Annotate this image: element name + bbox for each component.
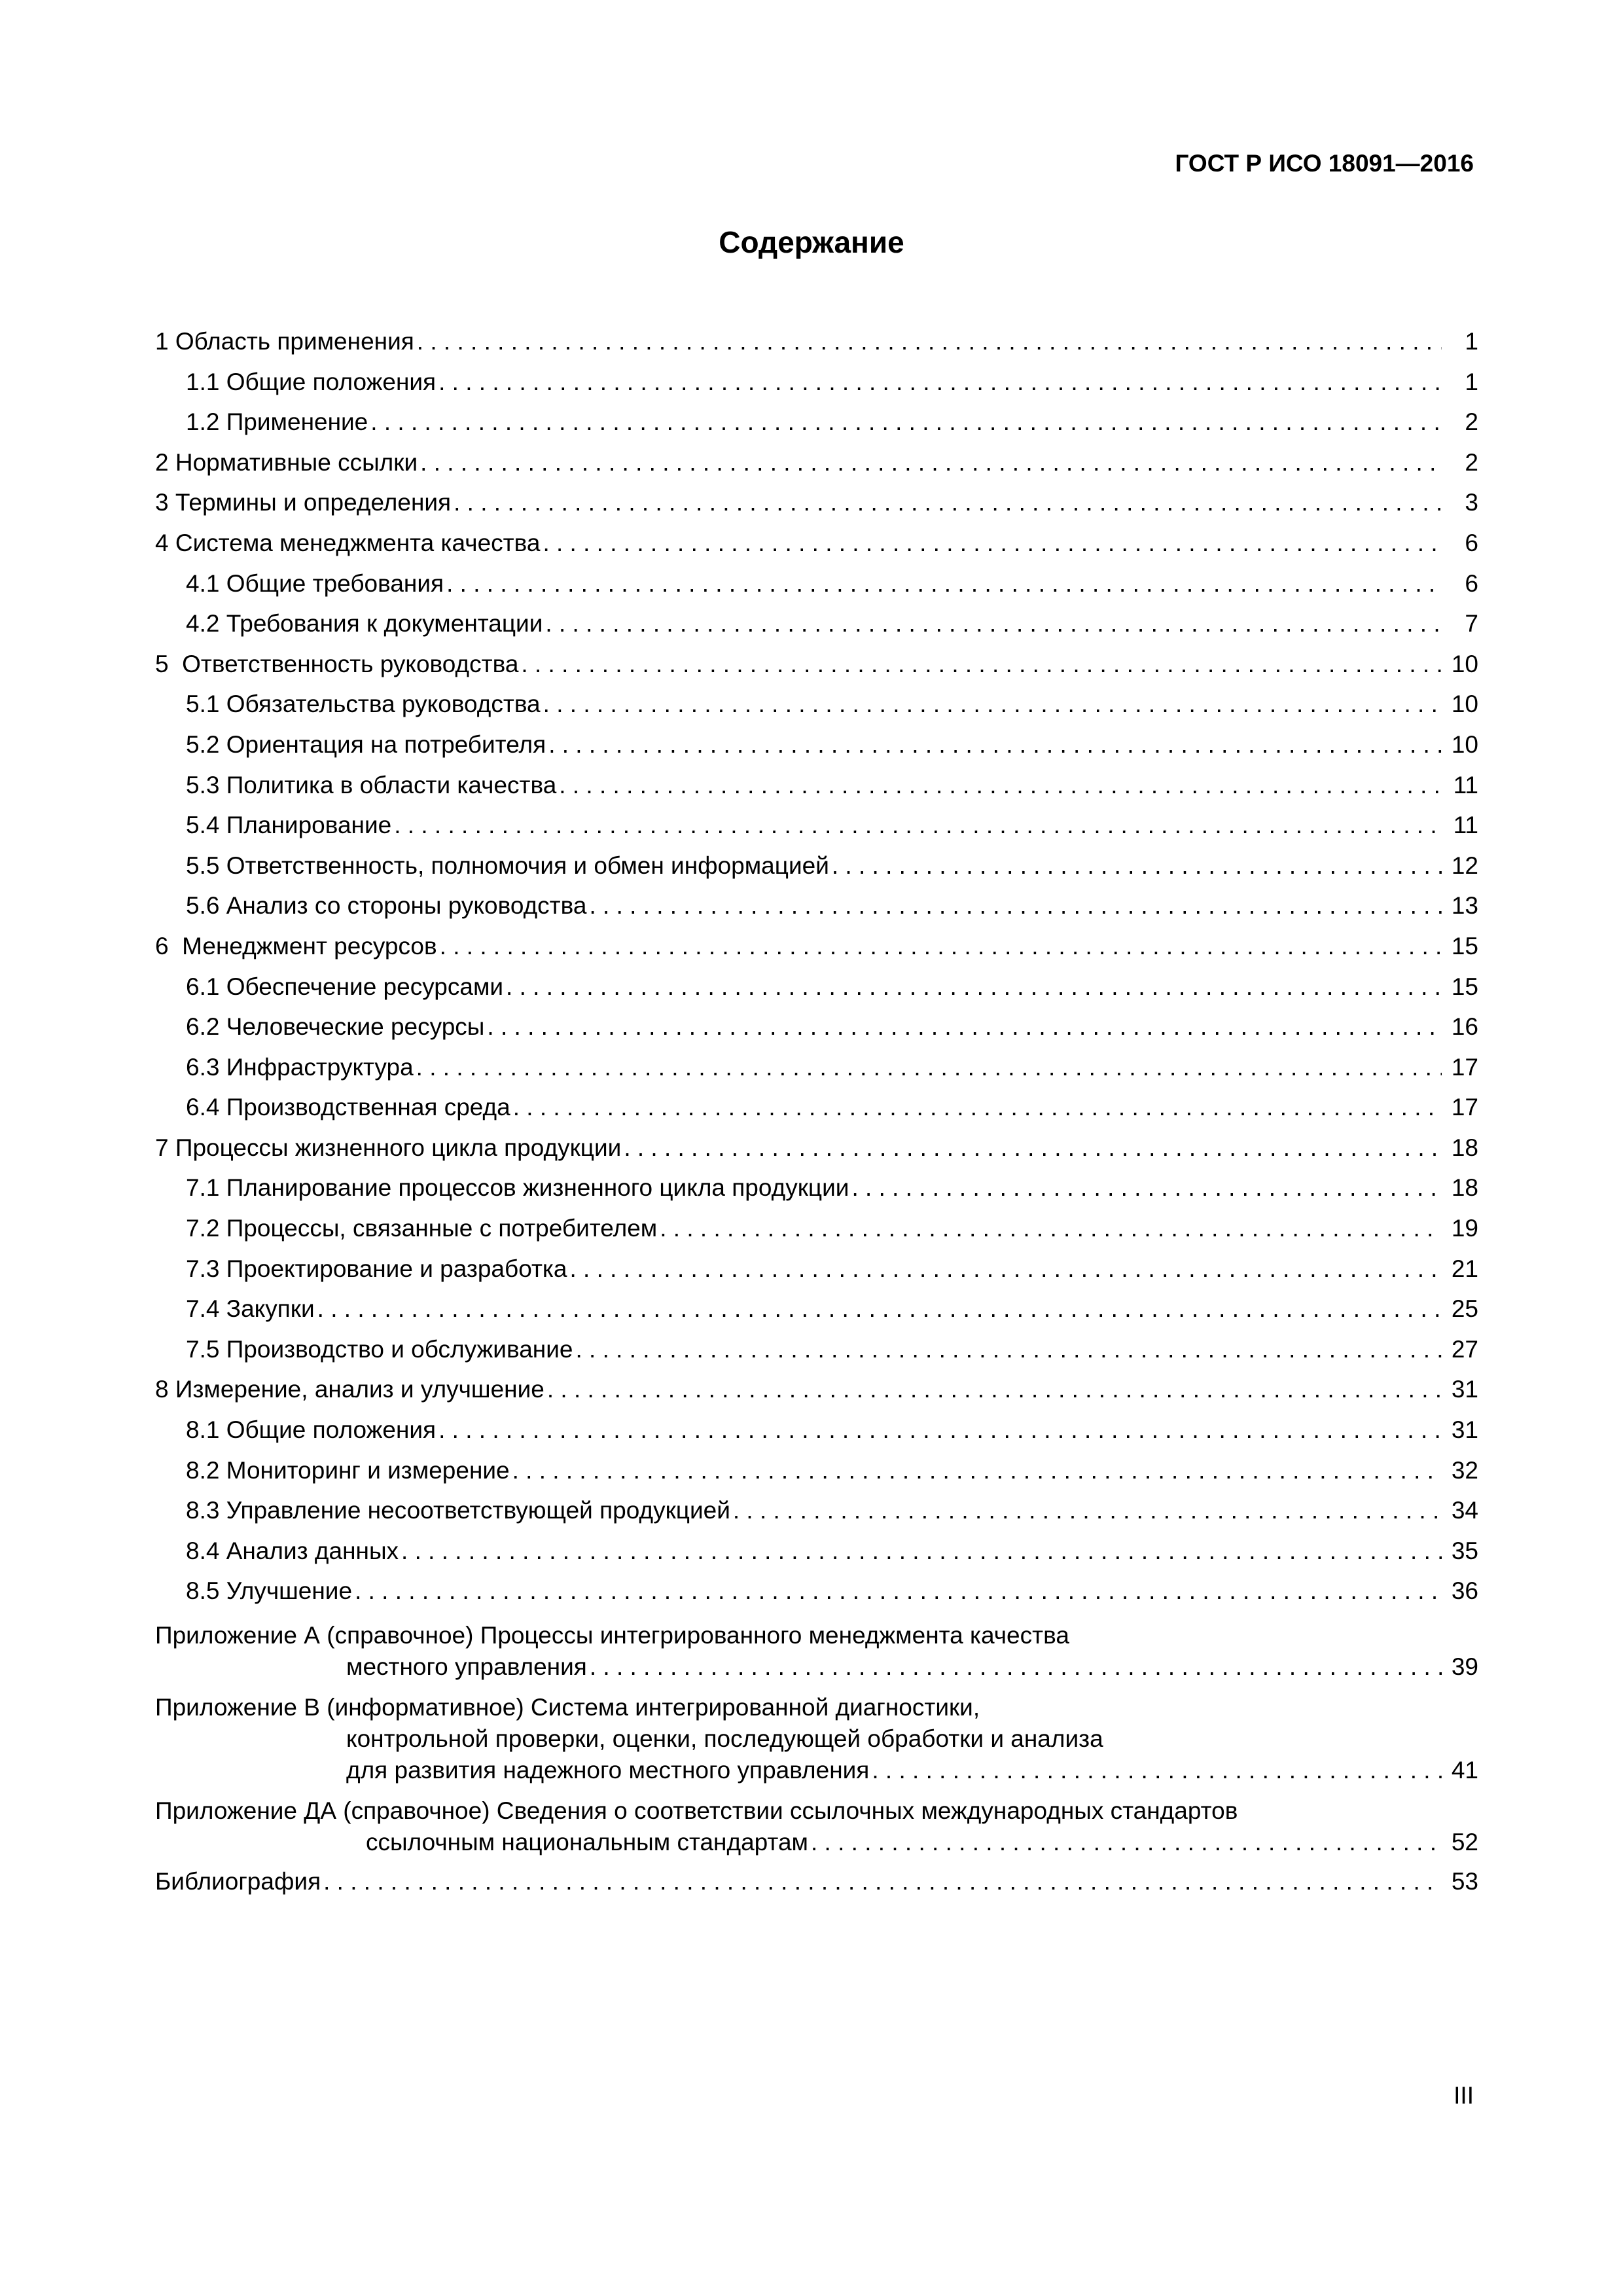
toc-entry-page: 7 (1465, 610, 1478, 637)
toc-entry-page: 31 (1451, 1416, 1478, 1444)
dot-leader (559, 771, 1442, 800)
dot-leader (394, 811, 1442, 840)
toc-entry-label: 1.2 Применение (186, 408, 368, 436)
dot-leader (438, 368, 1442, 397)
toc-entry[interactable] (155, 1537, 1478, 1577)
dot-leader (589, 891, 1442, 920)
dot-leader (569, 1255, 1442, 1283)
toc-entry-label: 7.2 Процессы, связанные с потребителем (186, 1215, 658, 1242)
toc-entry-label: 5.4 Планирование (186, 812, 392, 839)
toc-entry-page: 12 (1451, 852, 1478, 879)
toc-entry[interactable] (155, 1375, 1478, 1416)
table-of-contents (155, 327, 1478, 1908)
toc-entry-label: 6.3 Инфраструктура (186, 1053, 414, 1081)
toc-entry-page: 15 (1451, 932, 1478, 960)
dot-leader (506, 973, 1442, 1001)
toc-annex-da[interactable] (155, 1795, 1478, 1858)
toc-entry-label: 8.1 Общие положения (186, 1416, 437, 1444)
toc-entry-label: 6.2 Человеческие ресурсы (186, 1013, 485, 1041)
toc-entry-page: 35 (1451, 1537, 1478, 1564)
toc-entry[interactable] (155, 650, 1478, 691)
toc-entry[interactable] (155, 690, 1478, 730)
toc-entry-page: 41 (1451, 1757, 1478, 1784)
toc-entry-label: 5.1 Обязательства руководства (186, 691, 541, 718)
toc-entry[interactable] (155, 891, 1478, 932)
dot-leader (872, 1755, 1442, 1786)
toc-entry-label: 6 Менеджмент ресурсов (155, 932, 437, 960)
toc-entry-label: 5.5 Ответственность, полномочия и обмен информацией (186, 852, 829, 879)
toc-entry[interactable] (155, 609, 1478, 650)
dot-leader (454, 488, 1442, 517)
toc-entry-label: 7 Процессы жизненного цикла продукции (155, 1134, 622, 1161)
toc-entry-page: 19 (1451, 1215, 1478, 1242)
dot-leader (660, 1214, 1442, 1243)
page-number: III (1454, 2082, 1474, 2109)
dot-leader (417, 327, 1442, 356)
toc-entry-label: 7.4 Закупки (186, 1295, 315, 1323)
dot-leader (438, 1416, 1442, 1444)
page-title: Содержание (719, 225, 904, 259)
dot-leader (513, 1093, 1442, 1122)
toc-entry-page: 11 (1453, 771, 1478, 798)
toc-entry-page: 11 (1453, 812, 1478, 839)
toc-entry[interactable] (155, 1255, 1478, 1295)
toc-entry[interactable] (155, 488, 1478, 529)
toc-entry[interactable] (155, 1093, 1478, 1134)
toc-entry[interactable] (155, 1013, 1478, 1053)
annex-title-line: Приложение А (справочное) Процессы интегрированного менеджмента качества (155, 1622, 1069, 1649)
toc-entry-page: 25 (1451, 1295, 1478, 1323)
toc-entry-label: 6.4 Производственная среда (186, 1094, 510, 1121)
toc-entry-page: 21 (1451, 1255, 1478, 1282)
toc-entry-page: 53 (1451, 1868, 1478, 1895)
toc-entry[interactable] (155, 368, 1478, 408)
toc-entry-page: 32 (1451, 1456, 1478, 1484)
toc-entry[interactable] (155, 932, 1478, 973)
dot-leader (521, 650, 1442, 679)
toc-entry-page: 18 (1451, 1134, 1478, 1161)
dot-leader (543, 529, 1442, 558)
toc-entry-page: 2 (1465, 408, 1478, 436)
toc-entry-label: 7.5 Производство и обслуживание (186, 1335, 573, 1363)
toc-entry-page: 31 (1451, 1376, 1478, 1403)
dot-leader (545, 609, 1442, 638)
annex-title-line: Приложение ДА (справочное) Сведения о соответствии ссылочных международных стандартов (155, 1797, 1238, 1824)
toc-entry-label: 7.3 Проектирование и разработка (186, 1255, 567, 1282)
toc-entry-label: 5.3 Политика в области качества (186, 771, 557, 798)
toc-entry-page: 16 (1451, 1013, 1478, 1041)
toc-entry-page: 52 (1451, 1829, 1478, 1856)
toc-entry[interactable] (155, 1053, 1478, 1094)
dot-leader (851, 1174, 1442, 1202)
toc-entry-page: 36 (1451, 1577, 1478, 1605)
dot-leader (420, 448, 1442, 477)
dot-leader (512, 1456, 1442, 1485)
dot-leader (590, 1651, 1442, 1683)
toc-entry-page: 17 (1451, 1053, 1478, 1081)
toc-annex-b[interactable] (155, 1692, 1478, 1786)
toc-entry-label: 1.1 Общие положения (186, 368, 437, 395)
toc-entry-page: 2 (1465, 448, 1478, 476)
dot-leader (543, 690, 1442, 719)
toc-entry-label: 7.1 Планирование процессов жизненного цикла продукции (186, 1174, 849, 1202)
toc-entry[interactable] (155, 811, 1478, 852)
toc-entry-label: 8.2 Мониторинг и измерение (186, 1456, 510, 1484)
dot-leader (811, 1827, 1442, 1858)
toc-entry[interactable] (155, 1496, 1478, 1537)
toc-entry[interactable] (155, 973, 1478, 1013)
annex-title-line: местного управления (346, 1653, 587, 1680)
toc-entry[interactable] (155, 327, 1478, 368)
toc-entry[interactable] (155, 448, 1478, 489)
toc-entry-page: 10 (1451, 730, 1478, 758)
dot-leader (440, 932, 1442, 961)
toc-entry-page: 3 (1465, 489, 1478, 516)
toc-entry-page: 18 (1451, 1174, 1478, 1202)
toc-entry-page: 1 (1465, 328, 1478, 355)
dot-leader (370, 408, 1442, 437)
toc-entry[interactable] (155, 852, 1478, 892)
dot-leader (355, 1577, 1442, 1605)
toc-entry-label: 4.2 Требования к документации (186, 610, 543, 637)
annex-title-line: для развития надежного местного управления (346, 1757, 870, 1784)
toc-entry-label: 5 Ответственность руководства (155, 650, 519, 677)
toc-entry[interactable] (155, 1295, 1478, 1335)
toc-entry[interactable] (155, 1577, 1478, 1617)
toc-entry-label: Библиография (155, 1868, 321, 1895)
toc-entry-label: 4.1 Общие требования (186, 569, 444, 597)
dot-leader (487, 1013, 1442, 1041)
dot-leader (401, 1537, 1442, 1566)
toc-entry[interactable] (155, 569, 1478, 610)
toc-entry[interactable] (155, 1174, 1478, 1214)
toc-entry-label: 8.5 Улучшение (186, 1577, 353, 1605)
toc-entry[interactable] (155, 1214, 1478, 1255)
toc-entry-label: 8 Измерение, анализ и улучшение (155, 1376, 544, 1403)
dot-leader (446, 569, 1442, 598)
dot-leader (733, 1496, 1442, 1525)
toc-entry-label: 2 Нормативные ссылки (155, 448, 418, 476)
annex-title-line: ссылочным национальным стандартам (366, 1829, 808, 1856)
toc-entry[interactable] (155, 1416, 1478, 1456)
dot-leader (832, 852, 1442, 880)
toc-entry-label: 5.6 Анализ со стороны руководства (186, 892, 587, 920)
toc-entry[interactable] (155, 408, 1478, 448)
toc-entry-page: 10 (1451, 691, 1478, 718)
toc-entry-page: 13 (1451, 892, 1478, 920)
toc-entry-page: 6 (1465, 529, 1478, 556)
toc-entry-page: 27 (1451, 1335, 1478, 1363)
dot-leader (548, 730, 1442, 759)
toc-entry-bibliography[interactable] (155, 1867, 1478, 1908)
dot-leader (575, 1335, 1442, 1364)
toc-entry-page: 10 (1451, 650, 1478, 677)
toc-entry-page: 1 (1465, 368, 1478, 395)
toc-entry-label: 8.4 Анализ данных (186, 1537, 399, 1564)
toc-entry-page: 17 (1451, 1094, 1478, 1121)
standard-code: ГОСТ Р ИСО 18091—2016 (1175, 150, 1474, 177)
toc-entry-page: 6 (1465, 569, 1478, 597)
toc-entry[interactable] (155, 1456, 1478, 1497)
toc-entry-page: 34 (1451, 1497, 1478, 1524)
toc-entry-label: 5.2 Ориентация на потребителя (186, 730, 546, 758)
toc-entry-label: 4 Система менеджмента качества (155, 529, 541, 556)
annex-title-line: Приложение В (информативное) Система интегрированной диагностики, (155, 1694, 980, 1721)
toc-entry-label: 3 Термины и определения (155, 489, 452, 516)
annex-title-line: контрольной проверки, оценки, последующей обработки и анализа (346, 1725, 1103, 1752)
toc-entry[interactable] (155, 1134, 1478, 1174)
dot-leader (317, 1295, 1442, 1323)
toc-entry[interactable] (155, 730, 1478, 771)
toc-entry[interactable] (155, 1335, 1478, 1376)
toc-annex-a[interactable] (155, 1620, 1478, 1683)
dot-leader (323, 1867, 1442, 1896)
toc-entry[interactable] (155, 529, 1478, 569)
toc-entry-page: 15 (1451, 973, 1478, 1000)
dot-leader (416, 1053, 1442, 1082)
dot-leader (624, 1134, 1442, 1162)
toc-entry-label: 6.1 Обеспечение ресурсами (186, 973, 504, 1000)
dot-leader (547, 1375, 1442, 1404)
toc-entry-label: 8.3 Управление несоответствующей продукцией (186, 1497, 730, 1524)
toc-entry-label: 1 Область применения (155, 328, 414, 355)
toc-entry-page: 39 (1451, 1653, 1478, 1680)
toc-entry[interactable] (155, 771, 1478, 812)
